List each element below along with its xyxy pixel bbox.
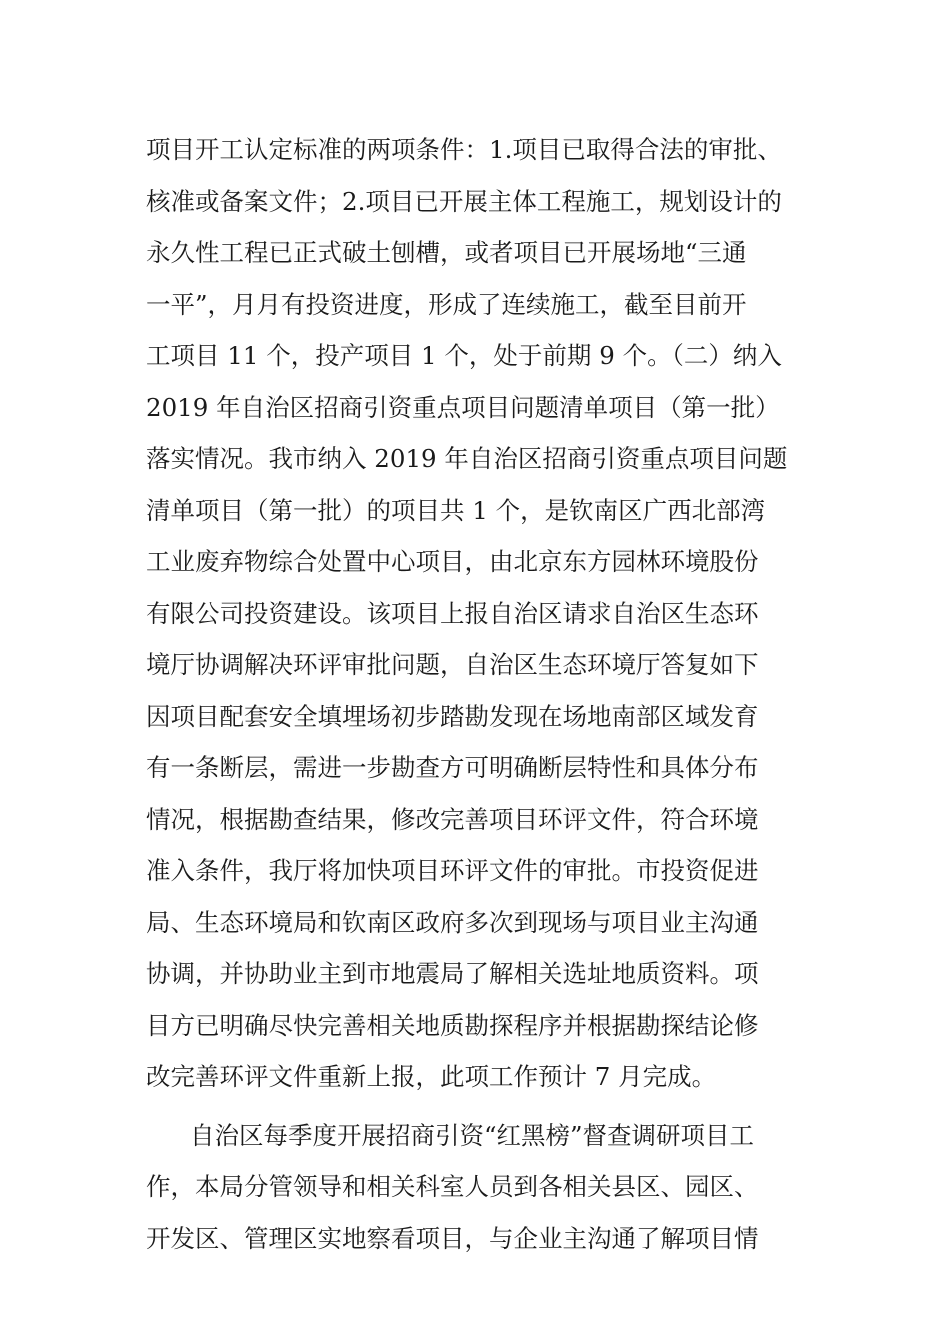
text-line: 局、生态环境局和钦南区政府多次到现场与项目业主沟通 (146, 907, 759, 937)
document-body (146, 124, 816, 1264)
text-line: 项目开工认定标准的两项条件：1.项目已取得合法的审批、 (146, 135, 782, 164)
text-line: 工业废弃物综合处置中心项目，由北京东方园林环境股份 (146, 547, 759, 576)
text-line: 工项目 11 个，投产项目 1 个，处于前期 9 个。（二）纳入 (146, 341, 782, 370)
text-line: 永久性工程已正式破土刨槽，或者项目已开展场地“三通 (146, 238, 747, 267)
text-line: 因项目配套安全填埋场初步踏勘发现在场地南部区域发育 (146, 701, 759, 731)
text-line: 2019 年自治区招商引资重点项目问题清单项目（第一批） (146, 392, 780, 422)
text-line: 有限公司投资建设。该项目上报自治区请求自治区生态环 (146, 598, 759, 628)
text-line: 开发区、管理区实地察看项目，与企业主沟通了解项目情 (146, 1223, 759, 1253)
text-line: 目方已明确尽快完善相关地质勘探程序并根据勘探结论修 (146, 1010, 759, 1040)
text-line: 准入条件，我厅将加快项目环评文件的审批。市投资促进 (146, 856, 759, 885)
text-line: 改完善环评文件重新上报，此项工作预计 7 月完成。 (146, 1062, 717, 1091)
text-line: 落实情况。我市纳入 2019 年自治区招商引资重点项目问题 (146, 444, 788, 473)
text-line: 一平”，月月有投资进度，形成了连续施工，截至目前开 (146, 289, 747, 319)
text-line: 情况，根据勘查结果，修改完善项目环评文件，符合环境 (146, 804, 759, 834)
text-line: 有一条断层，需进一步勘查方可明确断层特性和具体分布 (146, 753, 759, 782)
text-line: 清单项目（第一批）的项目共 1 个，是钦南区广西北部湾 (146, 495, 766, 525)
text-line: 核准或备案文件；2.项目已开展主体工程施工，规划设计的 (146, 186, 782, 216)
paragraph-gap (146, 1103, 816, 1110)
text-line: 境厅协调解决环评审批问题，自治区生态环境厅答复如下 (146, 650, 759, 679)
text-line: 自治区每季度开展招商引资“红黑榜”督查调研项目工 (190, 1120, 755, 1150)
text-line: 协调，并协助业主到市地震局了解相关选址地质资料。项 (146, 959, 759, 988)
text-line: 作，本局分管领导和相关科室人员到各相关县区、园区、 (146, 1172, 759, 1201)
